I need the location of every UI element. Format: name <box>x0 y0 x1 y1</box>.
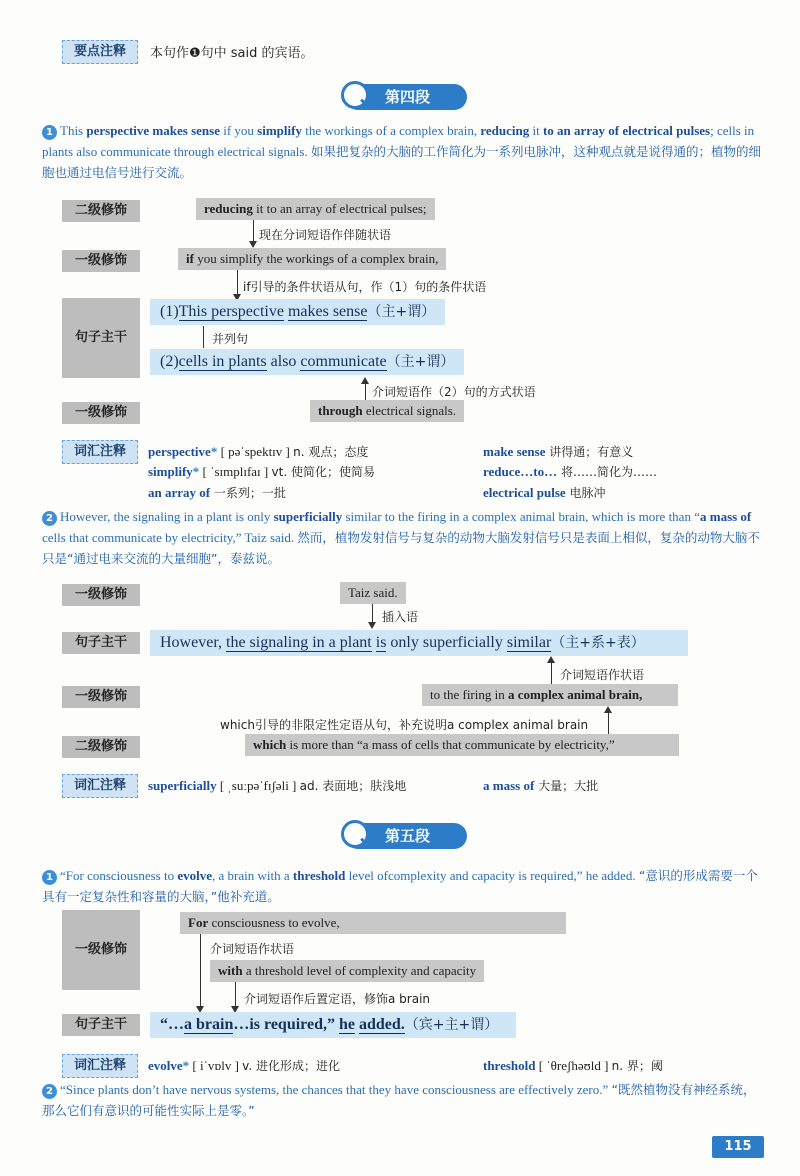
firing-phrase-box: to the firing in a complex animal brain, <box>422 684 678 706</box>
note-participle: 现在分词短语作伴随状语 <box>259 228 392 242</box>
magnifier-icon <box>341 820 369 848</box>
which-clause-box: which is more than “a mass of cells that communicate by electricity,” <box>245 734 679 756</box>
vocab-evolve: evolve* [ iˈvɒlv ] v. 进化形成；进化 <box>148 1058 340 1073</box>
note-prep-manner: 介词短语作（2）句的方式状语 <box>372 385 536 399</box>
label-primary-modifier: 一级修饰 <box>62 584 140 606</box>
sentence-number: 1 <box>42 125 57 140</box>
vocab-tag: 词汇注释 <box>62 774 138 798</box>
main-clause-brain: “…a brain…is required,” he added.（宾+主+谓） <box>150 1012 516 1038</box>
paragraph-5-sentence-1: “For consciousness to evolve, a brain with a threshold level ofcomplexity and capacity is required,” he added. “意识的形成需要一个具有一定复杂性和容量的大脑，”他补充道。 <box>42 868 758 904</box>
vocab-tag: 词汇注释 <box>62 440 138 464</box>
label-secondary-modifier: 二级修饰 <box>62 736 140 758</box>
note-prep-adverbial: 介词短语作状语 <box>560 668 645 682</box>
with-phrase-box: with a threshold level of complexity and capacity <box>210 960 484 982</box>
label-main-clause: 句子主干 <box>62 298 140 378</box>
main-clause-2: (2)cells in plants also communicate（主+谓） <box>150 349 464 375</box>
label-main-clause: 句子主干 <box>62 1014 140 1036</box>
label-primary-modifier: 一级修饰 <box>62 910 140 990</box>
section-title: 第四段 <box>385 88 431 106</box>
main-clause-however: However, the signaling in a plant is only superficially similar（主+系+表） <box>150 630 688 656</box>
vocab-simplify: simplify* [ ˈsɪmplɪfaɪ ] vt. 使简化；使简易 <box>148 464 375 479</box>
note-coordinate: 并列句 <box>212 332 249 346</box>
taiz-said-box: Taiz said. <box>340 582 406 604</box>
vocab-reduce-to: reduce…to… 将……简化为…… <box>483 464 657 479</box>
note-parenthetical: 插入语 <box>382 610 419 624</box>
vocab-a-mass-of: a mass of 大量；大批 <box>483 778 599 793</box>
vocab-array: an array of 一系列；一批 <box>148 485 286 500</box>
paragraph-4-sentence-2: However, the signaling in a plant is only superficially similar to the firing in a complex animal brain, which is more than “a mass of cells that communicate by electricity,” Taiz said. 然而，植物发射信号与复杂的动物大脑发射信号只是表面上相似，复杂的动物大脑不只是“通过电来交流的大量细胞”，泰兹说。 <box>42 509 760 566</box>
vocab-threshold: threshold [ ˈθreʃhəʊld ] n. 界；阈 <box>483 1058 663 1073</box>
key-note-text: 本句作❶句中 said 的宾语。 <box>150 46 314 61</box>
label-secondary-modifier: 二级修饰 <box>62 200 140 222</box>
sentence-number: 2 <box>42 511 57 526</box>
section-title: 第五段 <box>385 827 431 845</box>
through-phrase-box: through electrical signals. <box>310 400 464 422</box>
vocab-make-sense: make sense 讲得通；有意义 <box>483 444 634 459</box>
sentence-number: 2 <box>42 1084 57 1099</box>
if-clause-box: if you simplify the workings of a complex brain, <box>178 248 446 270</box>
reducing-phrase-box: reducing it to an array of electrical pulses; <box>196 198 435 220</box>
paragraph-5-sentence-2: “Since plants don’t have nervous systems, the chances that they have consciousness are effectively zero.” “既然植物没有神经系统，那么它们有意识的可能性实际上是零。” <box>42 1082 756 1118</box>
main-clause-1: (1)This perspective makes sense（主+谓） <box>150 299 445 325</box>
paragraph-4-sentence-1: This perspective makes sense if you simplify the workings of a complex brain, reducing it to an array of electrical pulses; cells in plants also communicate through electrical signals. 如果把复杂的大脑的工作简化为一系列电脉冲，这种观点就是说得通的；植物的细胞也通过电信号进行交流。 <box>42 123 761 180</box>
note-prep-adverbial: 介词短语作状语 <box>210 942 295 956</box>
for-phrase-box: For consciousness to evolve, <box>180 912 566 934</box>
note-if-clause: if引导的条件状语从句，作（1）句的条件状语 <box>243 280 487 294</box>
label-main-clause: 句子主干 <box>62 632 140 654</box>
page-number: 115 <box>712 1136 764 1158</box>
section-header-4 <box>345 84 467 110</box>
label-primary-modifier: 一级修饰 <box>62 250 140 272</box>
key-note-tag: 要点注释 <box>62 40 138 64</box>
sentence-number: 1 <box>42 870 57 885</box>
vocab-superficially: superficially [ ˌsuːpəˈfɪʃəli ] ad. 表面地；肤浅地 <box>148 778 407 793</box>
note-post-modifier: 介词短语作后置定语，修饰a brain <box>244 992 431 1006</box>
magnifier-icon <box>341 81 369 109</box>
vocab-tag: 词汇注释 <box>62 1054 138 1078</box>
label-primary-modifier-2: 一级修饰 <box>62 686 140 708</box>
section-header-5 <box>345 823 467 849</box>
label-primary-modifier-2: 一级修饰 <box>62 402 140 424</box>
vocab-electrical-pulse: electrical pulse 电脉冲 <box>483 485 606 500</box>
note-which-clause: which引导的非限定性定语从句，补充说明a complex animal brain <box>220 718 589 732</box>
vocab-perspective: perspective* [ pəˈspektɪv ] n. 观点；态度 <box>148 444 369 459</box>
